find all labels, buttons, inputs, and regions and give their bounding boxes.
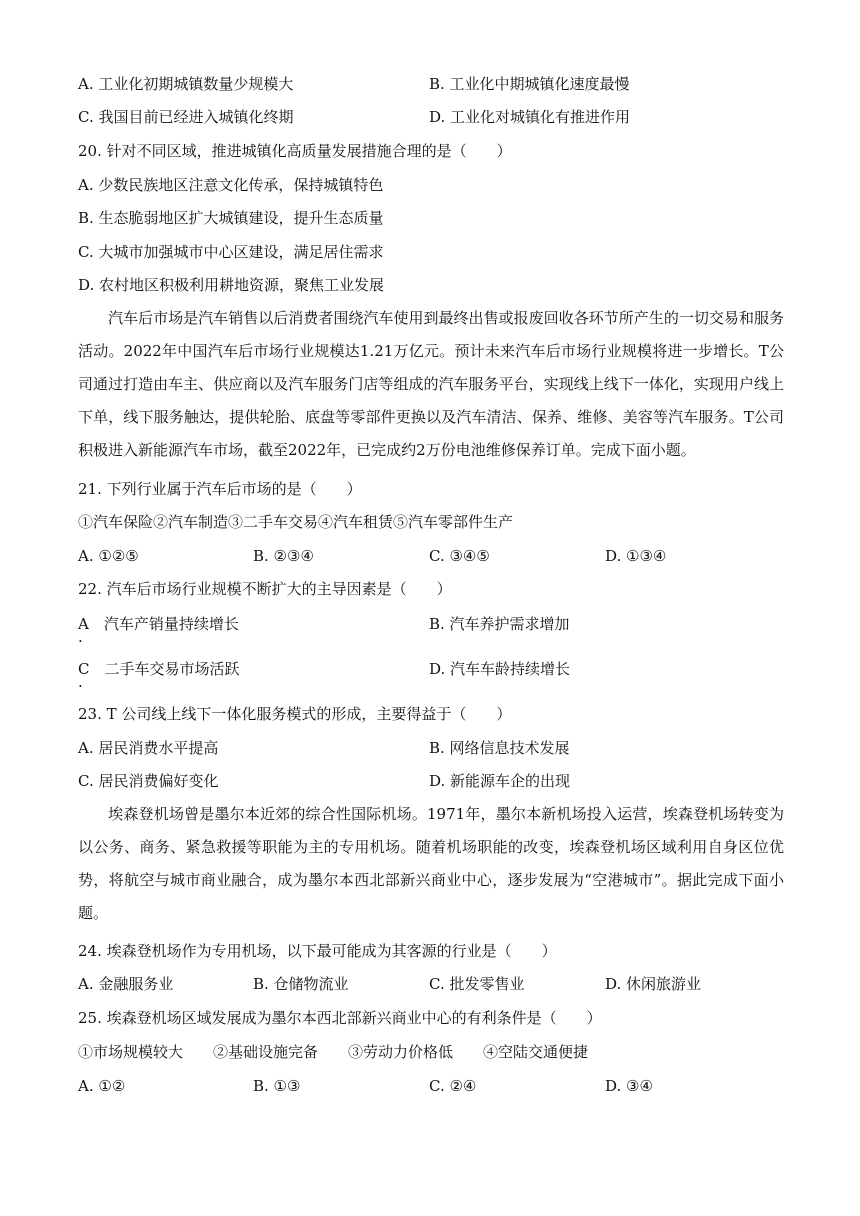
q25-option-a: A. ①②: [78, 1077, 126, 1095]
q24-option-a: A. 金融服务业: [78, 975, 174, 993]
q24-stem: 24. 埃森登机场作为专用机场，以下最可能成为其客源的行业是（ ）: [78, 942, 557, 960]
passage-auto-aftermarket: [78, 302, 784, 467]
q19-option-d: D. 工业化对城镇化有推进作用: [429, 108, 631, 126]
q23-option-c: C. 居民消费偏好变化: [78, 772, 219, 790]
q25-items: ①市场规模较大 ②基础设施完备 ③劳动力价格低 ④空陆交通便捷: [78, 1043, 589, 1061]
q20-option-c: C. 大城市加强城市中心区建设，满足居住需求: [78, 243, 384, 261]
q23-option-d: D. 新能源车企的出现: [429, 772, 571, 790]
q22-option-c: C 二手车交易市场活跃: [78, 660, 240, 678]
q21-items: ①汽车保险②汽车制造③二手车交易④汽车租赁⑤汽车零部件生产: [78, 513, 514, 531]
passage-auto-aftermarket-text: 汽车后市场是汽车销售以后消费者围绕汽车使用到最终出售或报废回收各环节所产生的一切交易和服务活动。2022年中国汽车后市场行业规模达1.21万亿元。预计未来汽车后市场行业规模将进一步增长。T公司通过打造由车主、供应商以及汽车服务门店等组成的汽车服务平台，实现线上线下一体化，实现用户线上下单，线下服务触达，提供轮胎、底盘等零部件更换以及汽车清洁、保养、维修、美容等汽车服务。T公司积极进入新能源汽车市场，截至2022年，已完成约2万份电池维修保养订单。完成下面小题。: [78, 309, 784, 459]
q24-option-b: B. 仓储物流业: [253, 975, 349, 993]
passage-essendon-airport-text: 埃森登机场曾是墨尔本近郊的综合性国际机场。1971年，墨尔本新机场投入运营，埃森登机场转变为以公务、商务、紧急救援等职能为主的专用机场。随着机场职能的改变，埃森登机场区域利用自身区位优势，将航空与城市商业融合，成为墨尔本西北部新兴商业中心，逐步发展为“空港城市”。据此完成下面小题。: [78, 805, 784, 922]
q21-stem: 21. 下列行业属于汽车后市场的是（ ）: [78, 480, 362, 498]
q25-option-d: D. ③④: [605, 1077, 653, 1095]
q21-option-c: C. ③④⑤: [429, 547, 490, 565]
q24-option-d: D. 休闲旅游业: [605, 975, 702, 993]
q25-option-b: B. ①③: [253, 1077, 301, 1095]
q22-stem: 22. 汽车后市场行业规模不断扩大的主导因素是（ ）: [78, 580, 452, 598]
q22-option-b: B. 汽车养护需求增加: [429, 615, 570, 633]
q22-option-a: A 汽车产销量持续增长: [78, 615, 239, 633]
q20-option-a: A. 少数民族地区注意文化传承，保持城镇特色: [78, 176, 384, 194]
q20-stem: 20. 针对不同区域，推进城镇化高质量发展措施合理的是（ ）: [78, 142, 512, 160]
q22-option-d: D. 汽车车龄持续增长: [429, 660, 571, 678]
q25-stem: 25. 埃森登机场区域发展成为墨尔本西北部新兴商业中心的有利条件是（ ）: [78, 1009, 602, 1027]
q23-stem: 23. T 公司线上线下一体化服务模式的形成，主要得益于（ ）: [78, 705, 512, 723]
passage-essendon-airport: [78, 798, 784, 930]
q23-option-a: A. 居民消费水平提高: [78, 739, 219, 757]
q19-option-c: C. 我国目前已经进入城镇化终期: [78, 108, 294, 126]
q19-option-b: B. 工业化中期城镇化速度最慢: [429, 75, 630, 93]
q19-option-a: A. 工业化初期城镇数量少规模大: [78, 75, 294, 93]
q22-option-c-dot: .: [78, 673, 83, 691]
q23-option-b: B. 网络信息技术发展: [429, 739, 570, 757]
q21-option-d: D. ①③④: [605, 547, 667, 565]
q20-option-b: B. 生态脆弱地区扩大城镇建设，提升生态质量: [78, 209, 384, 227]
q24-option-c: C. 批发零售业: [429, 975, 525, 993]
q25-option-c: C. ②④: [429, 1077, 477, 1095]
q22-option-a-dot: .: [78, 628, 83, 646]
q21-option-b: B. ②③④: [253, 547, 314, 565]
q20-option-d: D. 农村地区积极利用耕地资源，聚焦工业发展: [78, 276, 385, 294]
q21-option-a: A. ①②⑤: [78, 547, 139, 565]
